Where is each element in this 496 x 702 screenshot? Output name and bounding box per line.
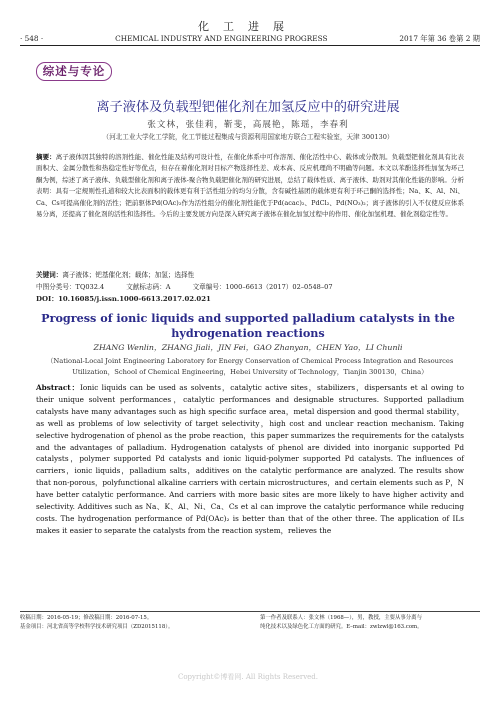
authors-cn: 张文林，张佳莉，靳斐，高展艳，陈瑶，李春利	[147, 120, 349, 130]
title-en	[0, 311, 496, 340]
abstract-cn	[36, 152, 464, 220]
footnote-rule	[20, 611, 480, 612]
abstract-en-text: Ionic liquids can be used as solvents，catalytic active sites，stabilizers，dispersants et al owing to their unique solvent performances，catalytic performances and designable structures. Supported palladium catalysts have many advantages such as high specific surface area，metal dispersion and good thermal stability，as well as problems of low selectivity of target selectivity，high cost and unclear reaction mechanism. Taking selective hydrogenation of phenol as the probe reaction，this paper summarizes the requirements for the catalysts and the advantages of palladium. Hydrogenation catalysts of phenol are divided into inorganic supported Pd catalysts，polymer supported Pd catalysts and ionic liquid-polymer supported Pd catalysts. The influences of carriers，ionic liquids，palladium salts，additives on the catalytic performance are analyzed. The results show that non-porous，polyfunctional alkaline carriers with certain microstructures，and certain elements such as P，N have better catalytic performance. And carriers with more basic sites are more likely to have higher activity and selectivity. Additives such as Na、K、Al、Ni、Ca、Cs et al can improve the catalytic performance while reducing costs. The hydrogenation performance of Pd(OAc)₂ is better than that of the other three. The application of ILs makes it easier to separate the catalysts from the reaction system，relieves the	[36, 383, 464, 535]
doi: DOI：10.16085/j.issn.1000-6613.2017.02.021	[36, 295, 211, 303]
fund-info: 基金项目：河北省高等学校科学技术研究项目（ZD2015118）。	[20, 624, 174, 630]
abstract-en-label: Abstract：	[36, 383, 80, 392]
document-code: 文献标志码：A	[126, 283, 171, 291]
clc-number: 中图分类号：TQ032.4	[36, 283, 105, 291]
copyright-watermark: Copyright©博看网. All Rights Reserved.	[177, 673, 319, 681]
authors-en: ZHANG Wenlin，ZHANG Jiali，JIN Fei，GAO Zhanyan，CHEN Yao，LI Chunli	[93, 343, 403, 352]
author-info: 第一作者及联系人：张文林（1968—），男，教授，主要从事分离与	[260, 615, 422, 621]
received-date: 收稿日期：2016-05-19；修改稿日期：2016-07-15。	[20, 615, 153, 621]
affiliation-en: （National-Local Joint Engineering Laboratory for Energy Conservation of Chemical Process Integration and Resources Utilization，School of Chemical Engineering，Hebei University of Technology，Tianjin 300130，China）	[46, 357, 454, 376]
issue-info: 2017 年第 36 卷第 2 期	[399, 34, 480, 43]
journal-name-cn: 化工进展	[198, 20, 298, 33]
abstract-en	[36, 382, 464, 537]
keywords-cn-label: 关键词：	[36, 271, 63, 279]
header-rule	[20, 45, 480, 46]
keywords-cn	[36, 269, 464, 279]
author-info-2: 纯化技术以及绿色化工方面的研究。E–mail：zwlzwl@163.com。	[260, 624, 423, 630]
title-en-line1: Progress of ionic liquids and supported palladium catalysts in the	[41, 311, 455, 325]
article-number: 文章编号：1000–6613（2017）02–0548–07	[192, 283, 333, 291]
footnote-right	[260, 614, 480, 632]
running-header	[20, 34, 480, 44]
title-cn: 离子液体及负载型钯催化剂在加氢反应中的研究进展	[96, 100, 400, 115]
keywords-cn-text: 离子液体；钯基催化剂；载体；加氢；选择性	[62, 271, 195, 279]
footnote-left	[20, 614, 240, 632]
classification-row	[36, 281, 464, 291]
affiliation-cn: （河北工业大学化工学院，化工节能过程集成与资源利用国家地方联合工程实验室，天津 300130）	[102, 133, 394, 141]
section-badge: 综述与专论	[36, 62, 112, 81]
abstract-cn-text: 离子液体因其独特的溶剂性能、催化性能及结构可设计性，在催化体系中可作溶剂、催化活性中心、载体或分散剂。负载型钯催化剂具有比表面积大、金属分散性和热稳定性好等优点，但存在着催化剂对目标产物选择性差、成本高、反应机理尚不明确等问题。本文以苯酚选择性加氢为环己酮为例，综述了离子液体、负载型催化剂和离子液体-聚合物负载钯催化剂的研究进展，总结了载体性质、离子液体、助剂对其催化性能的影响。分析表明：具有一定规则性孔道和较大比表面积的载体更有利于活性组分的均匀分散，含有碱性基团的载体更有利于环己酮的选择性；Na、K、Al、Ni、Ca、Cs可提高催化剂的活性；钯前驱体Pd(OAc)₂作为活性组分的催化剂性能优于Pd(acac)₂、PdCl₂、Pd(NO₃)₂；离子液体的引入不仅使反应体系易分离，还提高了催化剂的活性和选择性。今后的主要发展方向是深入研究离子液体在催化加氢过程中的作用、催化加氢机理、催化剂稳定性等。	[36, 153, 465, 219]
abstract-cn-label: 摘要：	[36, 153, 56, 161]
page-number: · 548 ·	[20, 34, 44, 43]
title-en-line2: hydrogenation reactions	[171, 325, 325, 340]
journal-name-en: CHEMICAL INDUSTRY AND ENGINEERING PROGRESS	[115, 34, 328, 43]
